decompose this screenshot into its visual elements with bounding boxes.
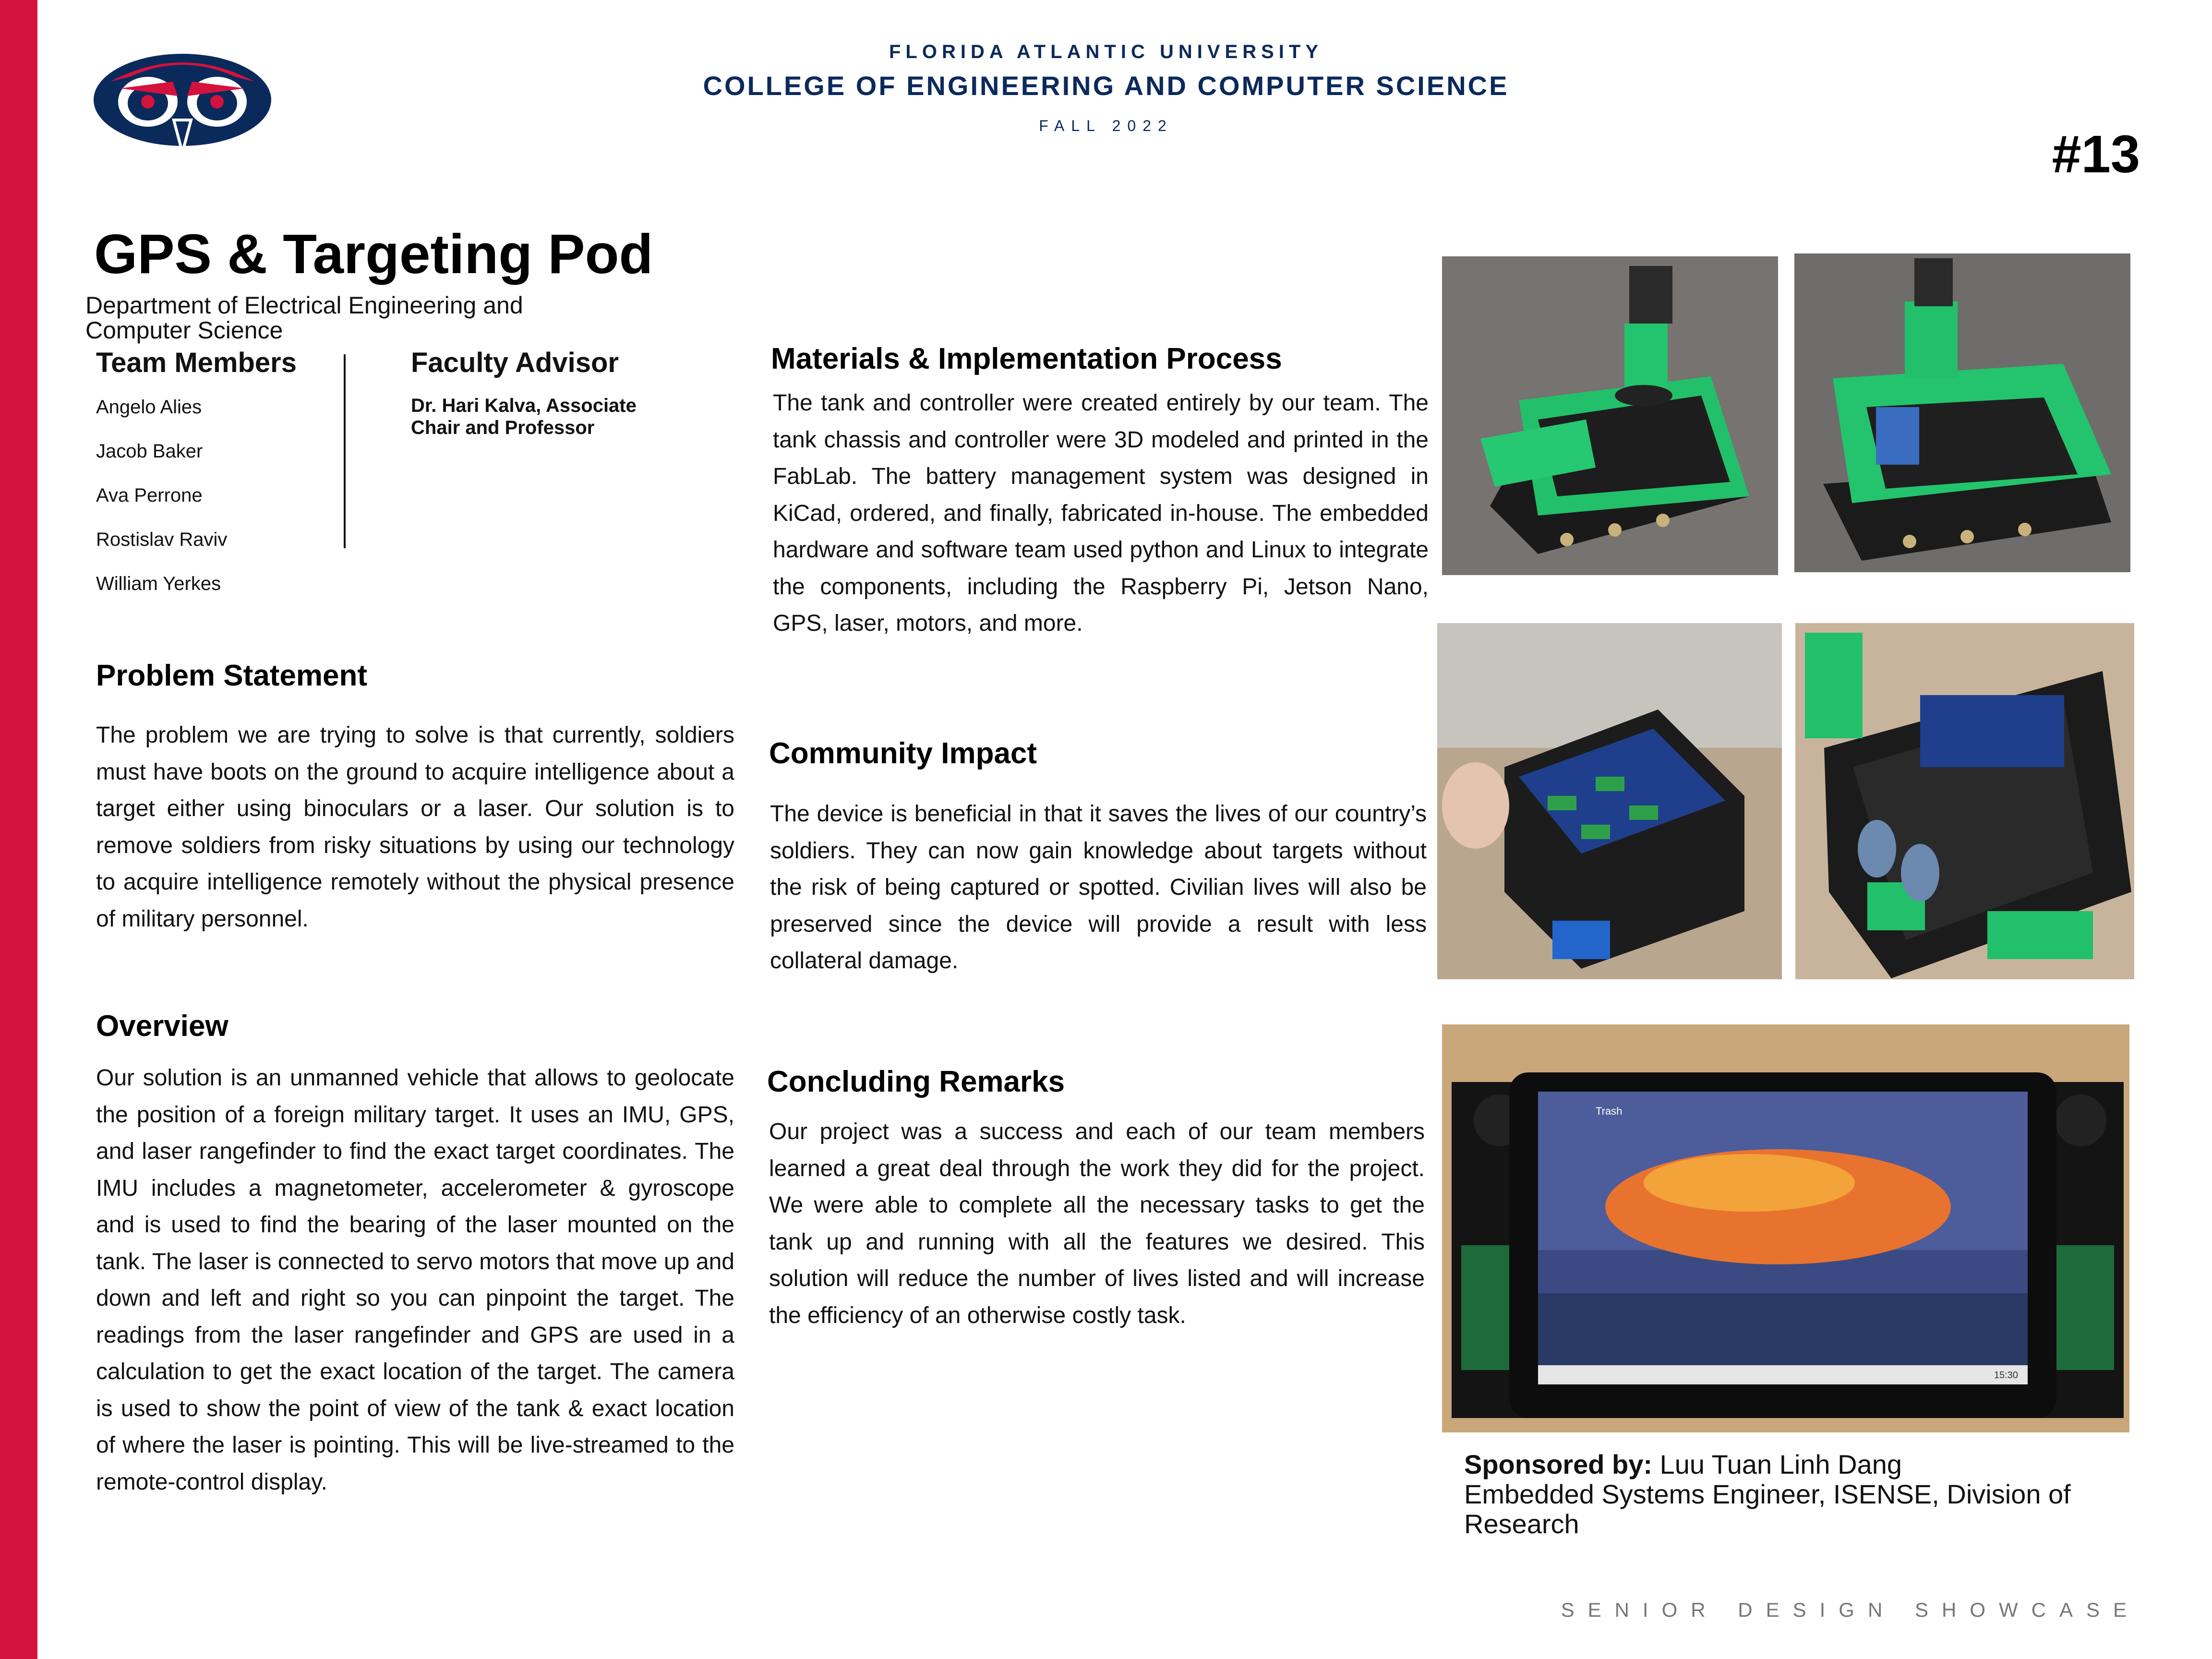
controller-photo (1442, 1024, 2129, 1432)
overview-text: Our solution is an unmanned vehicle that allows to geolocate the position of a foreign military target. It uses an IMU, GPS, and laser rangefinder to find the exact target coordinates. The IMU includes a magnetometer, accelerometer & gyroscope and is used to find the bearing of the laser mounted on the tank. The laser is connected to servo motors that move up and down and left and right so you can pinpoint the target. The readings from the laser rangefinder and GPS are used in a calculation to get the exact location of the target. The camera is used to show the point of view of the tank & exact location of where the laser is pointing. This will be live-streamed to the remote-control display. (96, 1065, 734, 1495)
sponsor-label: Sponsored by: (1464, 1449, 1653, 1479)
department: Department of Electrical Engineering and Computer Science (85, 292, 523, 344)
team-member: William Yerkes (96, 573, 221, 594)
faculty-heading: Faculty Advisor (411, 347, 619, 378)
battery-system-photo (1437, 623, 1782, 979)
project-title: GPS & Targeting Pod (94, 223, 653, 285)
poster-number: #13 (2052, 125, 2140, 184)
team-member: Rostislav Raviv (96, 529, 228, 550)
faculty-advisor: Dr. Hari Kalva, Associate Chair and Professor (411, 395, 637, 438)
team-list (96, 397, 227, 617)
problem-text: The problem we are trying to solve is that currently, soldiers must have boots on the ground to acquire intelligence about a target either using binoculars or a laser. Our solution is to remove soldiers from risky situations by using our technology to acquire intelligence remotely without the physical presence of military personnel. (96, 722, 734, 932)
team-member: Jacob Baker (96, 441, 203, 462)
footer-showcase: SENIOR DESIGN SHOWCASE (1561, 1599, 2140, 1621)
taskbar-clock: 15:30 (1994, 1370, 2019, 1381)
concluding-heading: Concluding Remarks (767, 1065, 1065, 1098)
controller-photo-background (1442, 1024, 2129, 1432)
materials-text: The tank and controller were created entirely by our team. The tank chassis and controller were 3D modeled and printed in the FabLab. The battery management system was designed in KiCad, ordered, and finally, fabricated in-house. The embedded hardware and software team used python and Linux to integrate the components, including the Raspberry Pi, Jetson Nano, GPS, laser, motors, and more. (773, 390, 1429, 636)
tank-internals-photo (1795, 623, 2134, 979)
university-name: FLORIDA ATLANTIC UNIVERSITY (889, 41, 1323, 62)
left-accent-bar (0, 0, 37, 1659)
problem-heading: Problem Statement (96, 659, 368, 692)
college-name: COLLEGE OF ENGINEERING AND COMPUTER SCIENCE (703, 71, 1509, 101)
community-text: The device is beneficial in that it saves the lives of our country’s soldiers. They can now gain knowledge about targets without the risk of being captured or spotted. Civilian lives will also be preserved since the device will provide a result with less collateral damage. (770, 801, 1427, 974)
tank-photo-rear (1794, 253, 2130, 572)
overview-heading: Overview (96, 1010, 228, 1043)
materials-heading: Materials & Implementation Process (771, 342, 1282, 375)
sponsor-details: Embedded Systems Engineer, ISENSE, Division of Research (1464, 1479, 2071, 1539)
tank-photo-front (1442, 256, 1778, 575)
desktop-trash-label: Trash (1596, 1105, 1623, 1117)
team-heading: Team Members (96, 347, 297, 378)
community-heading: Community Impact (769, 737, 1037, 770)
team-member: Angelo Alies (96, 397, 202, 418)
team-member: Ava Perrone (96, 485, 203, 506)
sponsor-block (1464, 1450, 2136, 1539)
sponsor-name: Luu Tuan Linh Dang (1659, 1449, 1902, 1479)
term: FALL 2022 (1039, 117, 1173, 134)
team-divider (344, 354, 346, 548)
concluding-text: Our project was a success and each of our team members learned a great deal through the work they did for the project. We were able to complete all the necessary tasks to get the tank up and running with all the features we desired. This solution will reduce the number of lives listed and will increase the efficiency of an otherwise costly task. (769, 1119, 1425, 1328)
